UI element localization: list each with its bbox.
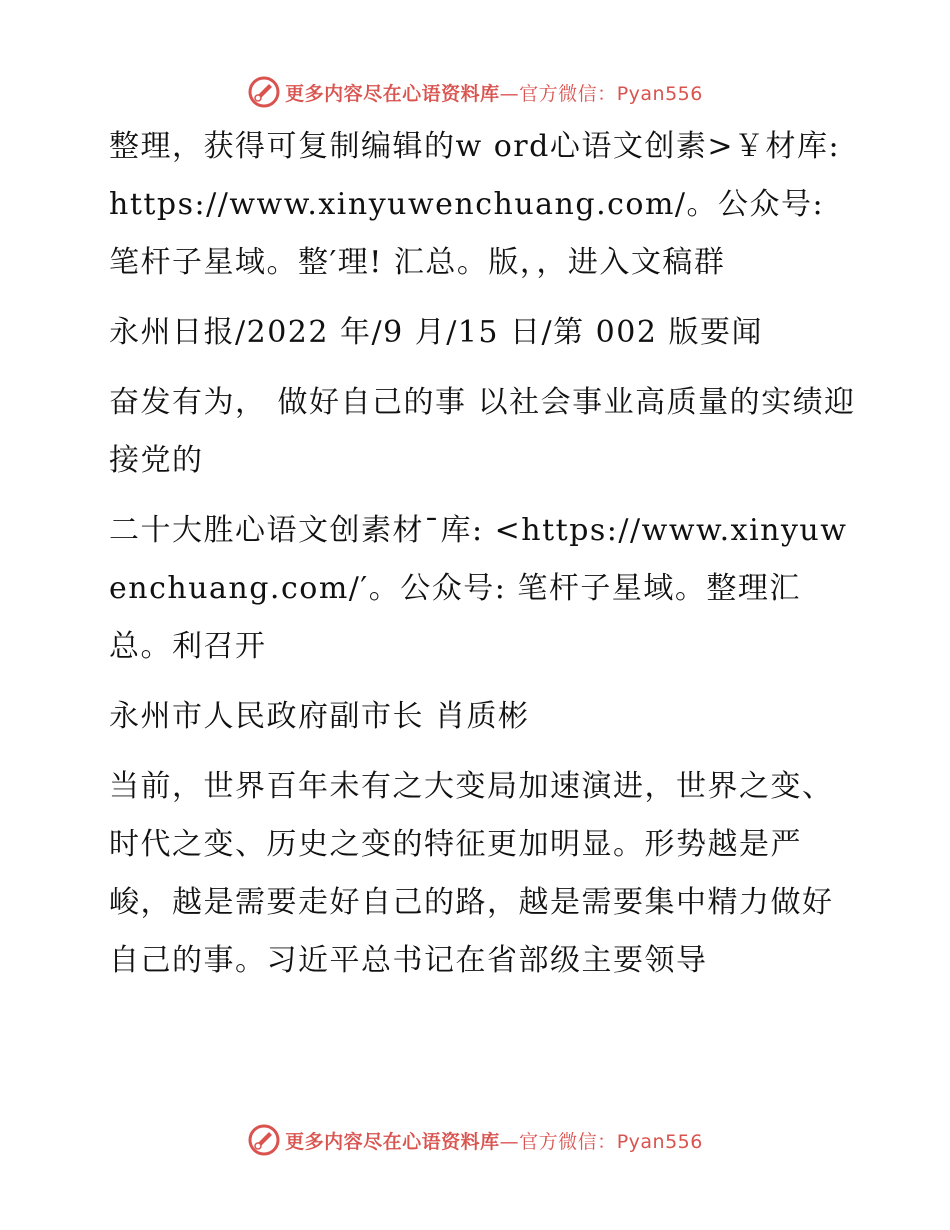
document-body	[97, 118, 857, 1002]
banner-text	[285, 79, 703, 106]
body-paragraph: 当前，世界百年未有之大变局加速演进，世界之变、时代之变、历史之变的特征更加明显。形势越是严峻，越是需要走好自己的路，越是需要集中精力做好自己的事。习近平总书记在省部级主要领导	[109, 769, 834, 978]
banner-suffix: 官方微信：	[519, 1130, 617, 1153]
banner-suffix: 官方微信：	[519, 82, 617, 105]
banner-prefix: 更多内容尽在心语资料库	[285, 82, 500, 105]
header-watermark-banner	[0, 72, 950, 112]
article-title-continued: 二十大胜心语文创素材¯库: <https://www.xinyuwenchuang.com/′。公众号: 笔杆子星域。整理汇总。利召开	[109, 513, 848, 664]
intro-paragraph: 整理，获得可复制编辑的w ord心语文创素>￥材库: https://www.xinyuwenchuang.com/。公众号: 笔杆子星域。整′理! 汇总。版，，进入文稿群	[109, 129, 841, 280]
author-line: 永州市人民政府副市长 肖质彬	[109, 699, 530, 734]
brand-logo-icon	[247, 75, 281, 109]
source-line: 永州日报/2022 年/9 月/15 日/第 002 版要闻	[109, 315, 763, 350]
banner-handle: Pyan556	[616, 82, 703, 105]
article-title: 奋发有为， 做好自己的事 以社会事业高质量的实绩迎接党的	[109, 385, 856, 478]
banner-dash: —	[499, 1130, 520, 1153]
banner-prefix: 更多内容尽在心语资料库	[285, 1130, 500, 1153]
banner-handle: Pyan556	[616, 1130, 703, 1153]
footer-watermark-banner	[0, 1120, 950, 1160]
banner-dash: —	[499, 82, 520, 105]
brand-logo-icon	[247, 1123, 281, 1157]
banner-text	[285, 1127, 703, 1154]
